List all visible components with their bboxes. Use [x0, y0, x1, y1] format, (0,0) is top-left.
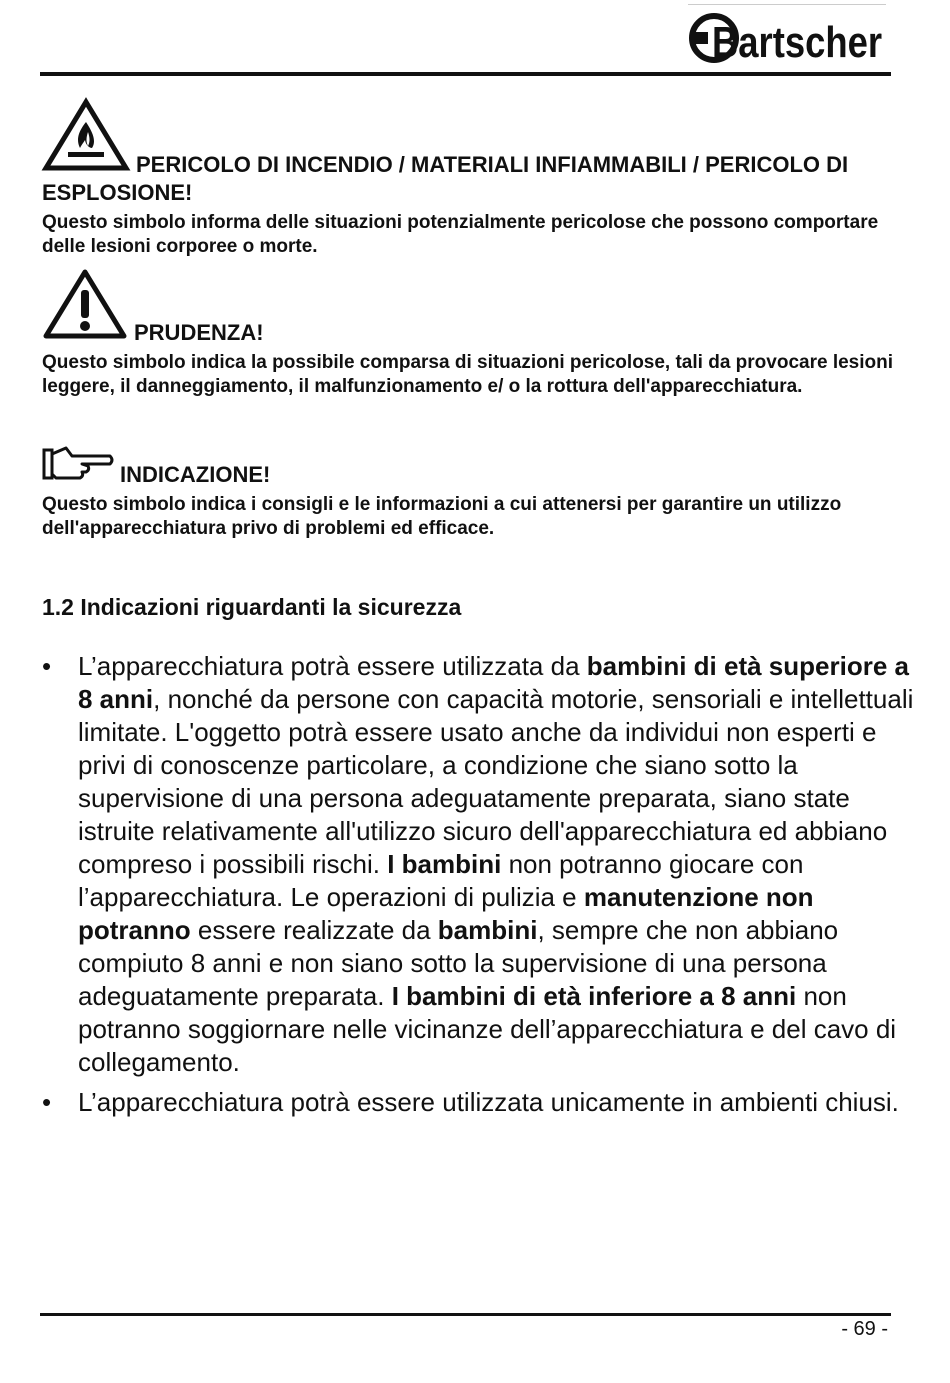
bullet-bold-text: bambini: [437, 915, 538, 945]
page-number: - 69 -: [841, 1318, 888, 1340]
bullet-bold-text: bambini di età superiore a 8 anni: [78, 651, 909, 714]
brand-name: Bartscher: [712, 18, 882, 67]
warning-note-text: Questo simbolo indica i consigli e le informazioni a cui attenersi per garantire un utilizzo dell'apparecchiatura privo di problemi ed efficace.: [42, 494, 842, 539]
bullet-text: essere realizzate da: [190, 915, 438, 945]
bullet-text: L’apparecchiatura potrà essere utilizzata da: [78, 651, 587, 681]
bullet-text: , nonché da persone con capacità motorie, sensoriali e intellettuali limitate. L'oggetto potrà essere usato anche da individui non esperti e privi di conoscenze particolare, a condizione che siano sotto la supervisione di una persona adeguatamente preparata, siano state istruite relativamente all'utilizzo sicuro dell'apparecchiatura ed abbiano compreso i possibili rischi.: [78, 684, 914, 879]
warning-fire-title: PERICOLO DI INCENDIO / MATERIALI INFIAMMABILI / PERICOLO DI ESPLOSIONE!: [42, 152, 849, 205]
bullet-item: [42, 650, 914, 1079]
bullet-marker: •: [42, 1087, 52, 1117]
bullet-bold-text: I bambini: [387, 849, 502, 879]
bartscher-logo: [688, 2, 886, 68]
warning-caution-text: Questo simbolo indica la possibile comparsa di situazioni pericolose, tali da provocare lesioni leggere, il danneggiamento, il malfunzionamento e/ o la rottura dell'apparecchiatura.: [42, 352, 894, 397]
caution-icon: [42, 268, 128, 347]
safety-bullet-list: [42, 650, 914, 1126]
bullet-bold-text: I bambini di età inferiore a 8 anni: [391, 981, 797, 1011]
section-title: 1.2 Indicazioni riguardanti la sicurezza: [42, 594, 462, 620]
fire-hazard-icon: [42, 98, 130, 179]
warning-note-title-row: [42, 444, 902, 489]
bullet-marker: •: [42, 651, 52, 681]
bullet-text: non potranno soggiornare nelle vicinanze dell’apparecchiatura e del cavo di collegamento.: [78, 981, 897, 1077]
warning-caution: [42, 268, 902, 399]
bullet-bold-text: manutenzione non potranno: [78, 882, 814, 945]
bullet-text: non potranno giocare con l’apparecchiatura. Le operazioni di pulizia e: [78, 849, 804, 912]
warning-fire-title-row: [42, 98, 902, 207]
bullet-text: L’apparecchiatura potrà essere utilizzata unicamente in ambienti chiusi.: [78, 1087, 899, 1117]
warning-fire: [42, 98, 902, 259]
pointing-hand-icon: [42, 444, 114, 489]
warning-caution-title: PRUDENZA!: [134, 320, 264, 345]
bullet-item: [42, 1086, 914, 1119]
bullet-text: , sempre che non abbiano compiuto 8 anni e non siano sotto la supervisione di una persona adeguatamente preparata.: [78, 915, 839, 1011]
warning-caution-title-row: [42, 268, 902, 347]
warning-note: [42, 444, 902, 541]
footer-rule: [40, 1313, 891, 1316]
header-rule: [40, 72, 891, 76]
warning-fire-text: Questo simbolo informa delle situazioni potenzialmente pericolose che possono comportare delle lesioni corporee o morte.: [42, 212, 879, 257]
warning-note-title: INDICAZIONE!: [120, 462, 271, 487]
